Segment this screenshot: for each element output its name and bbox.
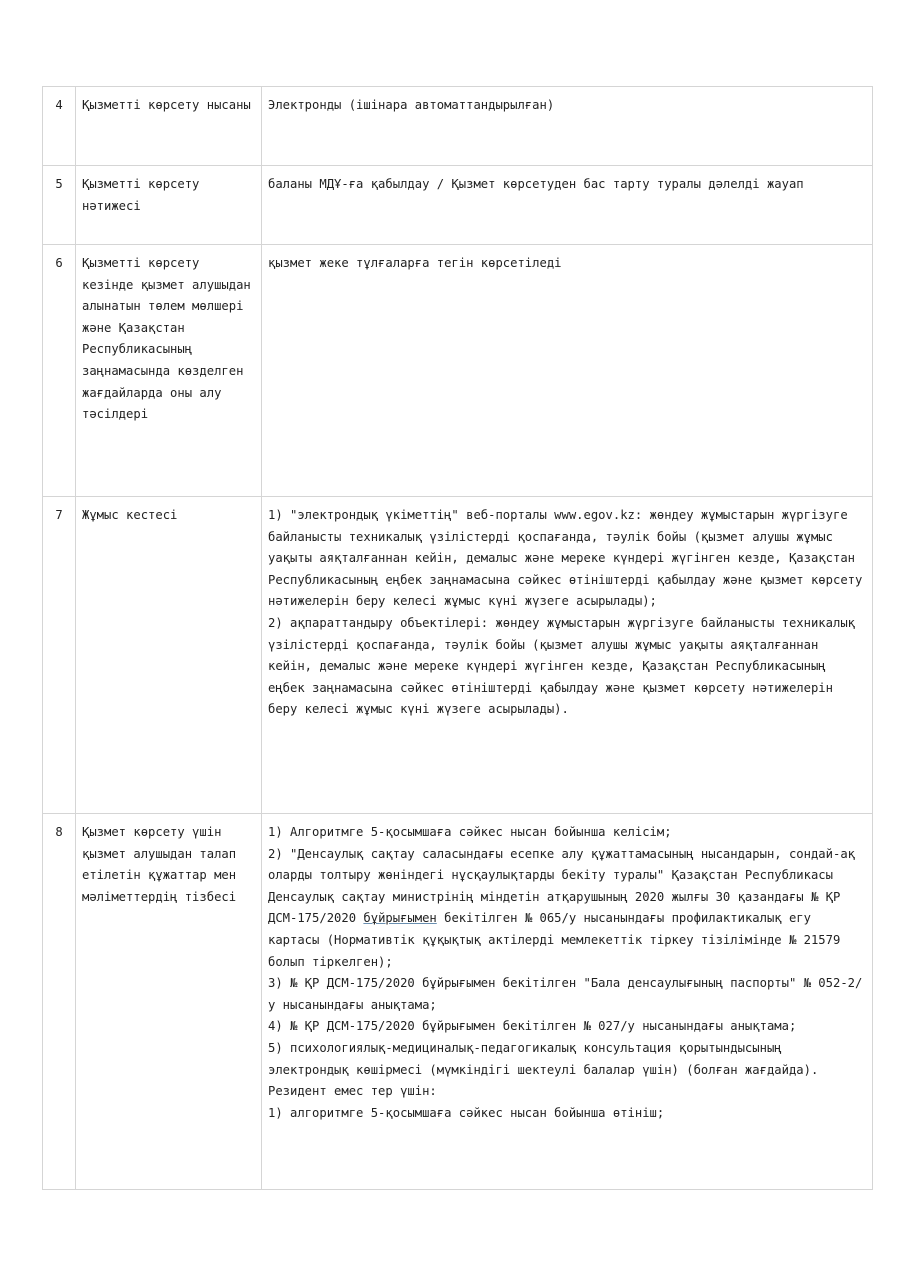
content-line: Электронды (ішінара автоматтандырылған) <box>268 98 555 112</box>
row-content <box>262 245 873 497</box>
order-link[interactable]: бұйрығымен <box>363 911 437 926</box>
row-label: Жұмыс кестесі <box>76 497 262 814</box>
row-number: 7 <box>43 497 76 814</box>
table-row <box>43 87 873 166</box>
row-content <box>262 814 873 1190</box>
row-number: 6 <box>43 245 76 497</box>
row-label: Қызметті көрсету кезінде қызмет алушыдан алынатын төлем мөлшері және Қазақстан Республикасының заңнамасында көзделген жағдайларда оны алу тәсілдері <box>76 245 262 497</box>
content-line: баланы МДҰ-ға қабылдау / Қызмет көрсетуден бас тарту туралы дәлелді жауап <box>268 177 804 191</box>
content-line: Резидент емес тер үшін: <box>268 1084 437 1099</box>
row-number: 5 <box>43 166 76 245</box>
row-label: Қызметті көрсету нысаны <box>76 87 262 166</box>
content-line: 2) ақпараттандыру объектілері: жөндеу жұмыстарын жүргізуге байланысты техникалық үзілістерді қоспағанда, тәулік бойы (қызмет алушы жұмыс уақыты аяқталғаннан кейін, демалыс және мереке күндері жүгінген кезде, Қазақстан Республикасының еңбек заңнамасына сәйкес өтініштерді қабылдау және қызмет көрсету нәтижелерін беру келесі жұмыс күні жүзеге асырылады). <box>268 615 855 717</box>
row-label: Қызмет көрсету үшін қызмет алушыдан талап етілетін құжаттар мен мәліметтердің тізбесі <box>76 814 262 1190</box>
row-number: 8 <box>43 814 76 1190</box>
table-row <box>43 166 873 245</box>
table-row <box>43 245 873 497</box>
content-line: қызмет жеке тұлғаларға тегін көрсетіледі <box>268 256 562 270</box>
row-number: 4 <box>43 87 76 166</box>
table-row <box>43 497 873 814</box>
content-line: 3) № ҚР ДСМ-175/2020 бұйрығымен бекітілген "Бала денсаулығының паспорты" № 052-2/у нысанындағы анықтама; <box>268 976 863 1012</box>
table-row <box>43 814 873 1190</box>
content-line: 5) психологиялық-медициналық-педагогикалық консультация қорытындысының электрондық көшірмесі (мүмкіндігі шектеулі балалар үшін) (болған жағдайда). <box>268 1040 819 1077</box>
content-line: 1) Алгоритмге 5-қосымшаға сәйкес нысан бойынша келісім; <box>268 825 672 839</box>
service-standard-table <box>42 86 873 1190</box>
content-line: 4) № ҚР ДСМ-175/2020 бұйрығымен бекітілген № 027/у нысанындағы анықтама; <box>268 1019 797 1034</box>
row-label: Қызметті көрсету нәтижесі <box>76 166 262 245</box>
content-line: 1) "электрондық үкіметтің" веб-порталы www.egov.kz: жөндеу жұмыстарын жүргізуге байланысты техникалық үзілістерді қоспағанда, тәулік бойы (қызмет алушы жұмыс уақыты аяқталғаннан кейін, демалыс және мереке күндері жүгінген кезде, Қазақстан Республикасының еңбек заңнамасына сәйкес өтініштерді қабылдау және қызмет көрсету нәтижелерін беру келесі жұмыс күні жүзеге асырылады); <box>268 508 863 609</box>
row-content <box>262 497 873 814</box>
content-line: 1) алгоритмге 5-қосымшаға сәйкес нысан бойынша өтініш; <box>268 1105 665 1120</box>
row-content <box>262 166 873 245</box>
row-content <box>262 87 873 166</box>
content-line-with-link: 2) "Денсаулық сақтау саласындағы есепке алу құжаттамасының нысандарын, сондай-ақ оларды толтыру жөніндегі нұсқаулықтарды бекіту туралы" Қазақстан Республикасы Денсаулық сақтау министрінің міндетін атқарушының 2020 жылғы 30 қазандағы № ҚР ДСМ-175/2020 бұйрығымен бекітілген № 065/у нысанындағы профилактикалық егу картасы (Нормативтік құқықтық актілерді мемлекеттік тіркеу тізілімінде № 21579 болып тіркелген); <box>268 846 855 969</box>
